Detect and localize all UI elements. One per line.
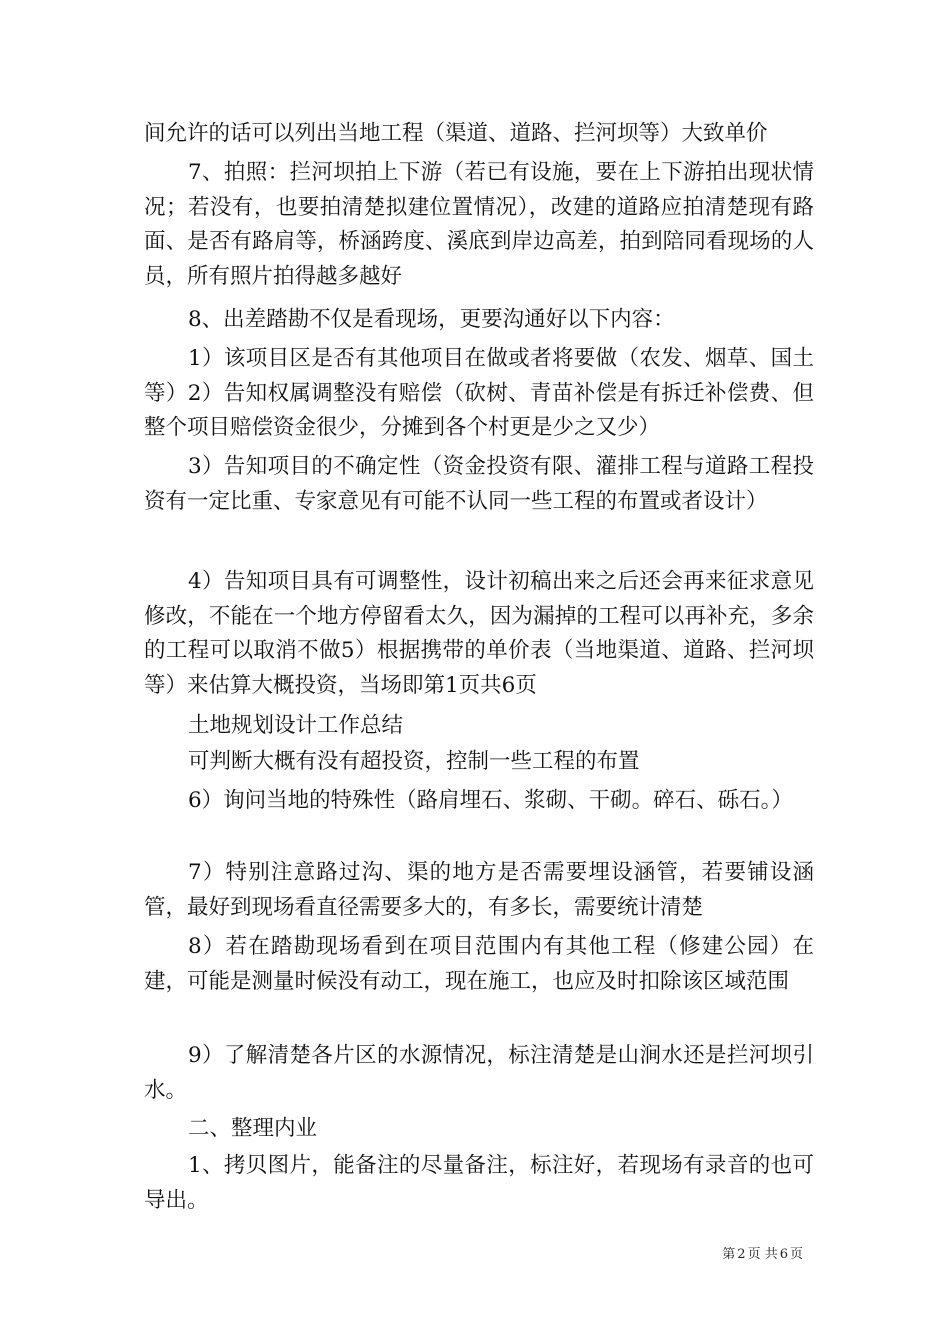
paragraph-other-projects: 1）该项目区是否有其他项目在做或者将要做（农发、烟草、国土等）2）告知权属调整没有赔偿（砍树、青苗补偿是有拆迁补偿费、但整个项目赔偿资金很少，分摊到各个村更是少之又少） — [144, 346, 814, 440]
paragraph-photo-instructions: 7、拍照：拦河坝拍上下游（若已有设施，要在上下游拍出现状情况；若没有，也要拍清楚拟建位置情况），改建的道路应拍清楚现有路面、是否有路肩等，桥涵跨度、溪底到岸边高差，拍到陪同看现场的人员，所有照片拍得越多越好 — [144, 160, 814, 289]
paragraph-project-uncertainty: 3）告知项目的不确定性（资金投资有限、灌排工程与道路工程投资有一定比重、专家意见有可能不认同一些工程的布置或者设计） — [144, 454, 814, 514]
paragraph-copy-pictures: 1、拷贝图片，能备注的尽量备注，标注好，若现场有录音的也可导出。 — [144, 1153, 814, 1213]
paragraph-survey-communication: 8、出差踏勘不仅是看现场，更要沟通好以下内容： — [188, 307, 675, 332]
paragraph-investment-check: 可判断大概有没有超投资，控制一些工程的布置 — [188, 749, 640, 774]
paragraph-culvert-note: 7）特别注意路过沟、渠的地方是否需要埋设涵管，若要铺设涵管，最好到现场看直径需要多大的，有多长，需要统计清楚 — [144, 860, 814, 920]
footer-current-page: 2 — [737, 1247, 746, 1262]
paragraph-water-source: 9）了解清楚各片区的水源情况，标注清楚是山涧水还是拦河坝引水。 — [144, 1043, 814, 1103]
paragraph-summary-title: 土地规划设计工作总结 — [188, 713, 404, 738]
footer-prefix: 第 — [722, 1247, 736, 1262]
paragraph-local-specifics: 6）询问当地的特殊性（路肩埋石、浆砌、干砌。碎石、砾石。） — [188, 788, 793, 813]
paragraph-unit-price-note: 间允许的话可以列出当地工程（渠道、道路、拦河坝等）大致单价 — [144, 121, 768, 146]
section-heading-internal-work: 二、整理内业 — [188, 1116, 318, 1141]
footer-suffix: 页 — [789, 1247, 803, 1262]
footer-middle: 页 共 — [747, 1247, 778, 1262]
paragraph-project-adjustability: 4）告知项目具有可调整性，设计初稿出来之后还会再来征求意见修改，不能在一个地方停留看太久，因为漏掉的工程可以再补充，多余的工程可以取消不做5）根据携带的单价表（当地渠道、道路、拦河坝等）来估算大概投资，当场即第1页共6页 — [144, 569, 814, 698]
paragraph-other-construction: 8）若在踏勘现场看到在项目范围内有其他工程（修建公园）在建，可能是测量时候没有动工，现在施工，也应及时扣除该区域范围 — [144, 934, 814, 994]
footer-total-pages: 6 — [779, 1247, 788, 1262]
page-number-footer — [721, 1246, 804, 1264]
